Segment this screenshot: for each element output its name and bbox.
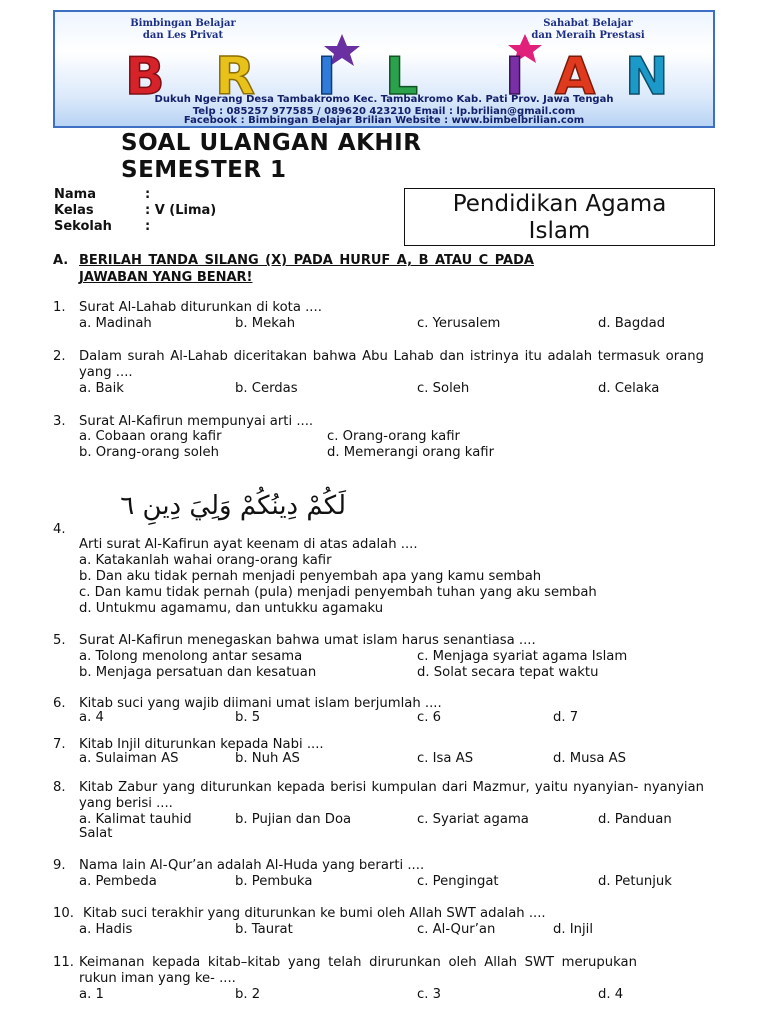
option-d[interactable]: d. Bagdad: [598, 316, 666, 331]
option-d[interactable]: d. Musa AS: [553, 751, 627, 766]
question-text: Keimanan kepada kitab–kitab yang telah dirurunkan oleh Allah SWT merupukan rukun iman yang ke- ....: [79, 955, 637, 986]
header-banner: [53, 10, 715, 128]
option-a[interactable]: a. Baik: [79, 381, 124, 396]
option-c[interactable]: c. Yerusalem: [417, 316, 501, 331]
banner-contact: Telp : 085257 977585 / 089620 423210 Email : lp.brilian@gmail.com: [192, 106, 576, 117]
option-a[interactable]: a. Sulaiman AS: [79, 751, 179, 766]
question-text: Dalam surah Al-Lahab diceritakan bahwa Abu Lahab dan istrinya itu adalah termasuk orang yang ....: [79, 349, 704, 380]
option-c[interactable]: c. Soleh: [417, 381, 470, 396]
option-a[interactable]: a. Pembeda: [79, 874, 157, 889]
question-text: Nama lain Al-Qur’an adalah Al-Huda yang berarti ....: [79, 858, 425, 873]
option-c[interactable]: c. Orang-orang kafir: [327, 429, 460, 444]
question-text: Kitab Zabur yang diturunkan kepada berisi kumpulan dari Mazmur, yaitu nyanyian- nyanyian yang berisi ....: [79, 780, 704, 811]
question-number: 1.: [53, 300, 66, 315]
banner-address: Dukuh Ngerang Desa Tambakromo Kec. Tambakromo Kab. Pati Prov. Jawa Tengah: [154, 94, 614, 105]
sekolah-label: Sekolah: [54, 219, 112, 234]
question-text: Kitab suci yang wajib diimani umat islam berjumlah ....: [79, 696, 442, 711]
option-a[interactable]: a. Cobaan orang kafir: [79, 429, 222, 444]
arabic-verse-text: لَكُمْ دِينُكُمْ وَلِيَ دِينِ ٦: [120, 491, 346, 521]
question-text: Kitab Injil diturunkan kepada Nabi ....: [79, 737, 324, 752]
option-d[interactable]: d. Petunjuk: [598, 874, 672, 889]
subject-line-2: Islam: [528, 218, 591, 244]
option-d[interactable]: d. Memerangi orang kafir: [327, 445, 495, 460]
option-d[interactable]: d. 7: [553, 710, 579, 725]
kelas-value: : V (Lima): [145, 203, 217, 218]
question-number: 7.: [53, 737, 66, 752]
option-d-continued: Salat: [79, 826, 113, 841]
option-c[interactable]: c. Isa AS: [417, 751, 474, 766]
option-c[interactable]: c. Dan kamu tidak pernah (pula) menjadi penyembah tuhan yang aku sembah: [79, 585, 597, 600]
title-line-2: SEMESTER 1: [121, 157, 287, 183]
instruction-prefix: A.: [53, 253, 69, 268]
banner-left-tagline: Bimbingan Belajar dan Les Privat: [130, 18, 236, 41]
banner-social: Facebook : Bimbingan Belajar Brilian Website : www.bimbelbrilian.com: [183, 115, 585, 126]
question-number: 6.: [53, 696, 66, 711]
option-d[interactable]: d. 4: [598, 987, 624, 1002]
kelas-label: Kelas: [54, 203, 94, 218]
option-b[interactable]: b. 5: [235, 710, 261, 725]
question-text: Surat Al-Lahab diturunkan di kota ....: [79, 300, 322, 315]
logo-letter-i2: I: [505, 47, 525, 102]
option-a[interactable]: a. Hadis: [79, 922, 133, 937]
subject-line-1: Pendidikan Agama: [452, 191, 667, 217]
question-number: 4.: [53, 522, 66, 537]
title-line-1: SOAL ULANGAN AKHIR: [121, 130, 422, 156]
question-number: 11.: [53, 955, 74, 970]
option-a[interactable]: a. Tolong menolong antar sesama: [79, 649, 303, 664]
option-c[interactable]: c. 3: [417, 987, 442, 1002]
option-a[interactable]: a. Kalimat tauhid: [79, 812, 192, 827]
question-number: 2.: [53, 349, 66, 364]
instruction: [53, 252, 713, 286]
option-b[interactable]: b. Nuh AS: [235, 751, 300, 766]
logo-letter-n: N: [625, 47, 669, 102]
option-c[interactable]: c. Menjaga syariat agama Islam: [417, 649, 628, 664]
question-number: 10.: [53, 906, 74, 921]
question-number: 5.: [53, 633, 66, 648]
instruction-line-2: JAWABAN YANG BENAR!: [79, 270, 253, 285]
question-number: 9.: [53, 858, 66, 873]
option-b[interactable]: b. Orang-orang soleh: [79, 445, 219, 460]
question-number: 8.: [53, 780, 66, 795]
option-b[interactable]: b. Dan aku tidak pernah menjadi penyembah apa yang kamu sembah: [79, 569, 542, 584]
logo-letter-b: B: [125, 47, 165, 102]
option-c[interactable]: c. Syariat agama: [417, 812, 529, 827]
subject-box: [404, 188, 715, 246]
question-number: 3.: [53, 414, 66, 429]
logo-letter-l: L: [385, 47, 419, 102]
option-d[interactable]: d. Untukmu agamamu, dan untukku agamaku: [79, 601, 384, 616]
question-text: Surat Al-Kafirun mempunyai arti ....: [79, 414, 314, 429]
option-d[interactable]: d. Injil: [553, 922, 593, 937]
page-title: [121, 130, 561, 184]
question-text: Surat Al-Kafirun menegaskan bahwa umat islam harus senantiasa ....: [79, 633, 536, 648]
arabic-verse: [86, 486, 386, 530]
nama-value[interactable]: :: [145, 187, 151, 202]
option-d[interactable]: d. Solat secara tepat waktu: [417, 665, 599, 680]
option-b[interactable]: b. Pujian dan Doa: [235, 812, 352, 827]
option-a[interactable]: a. Katakanlah wahai orang-orang kafir: [79, 553, 332, 568]
question-text: Kitab suci terakhir yang diturunkan ke bumi oleh Allah SWT adalah ....: [83, 906, 546, 921]
option-b[interactable]: b. Pembuka: [235, 874, 313, 889]
instruction-line-1: BERILAH TANDA SILANG (X) PADA HURUF A, B ATAU C PADA: [79, 253, 534, 268]
brilian-logo: [95, 32, 685, 102]
option-b[interactable]: b. Taurat: [235, 922, 293, 937]
option-b[interactable]: b. Cerdas: [235, 381, 298, 396]
option-c[interactable]: c. Al-Qur’an: [417, 922, 496, 937]
option-d[interactable]: d. Panduan: [598, 812, 672, 827]
option-b[interactable]: b. Menjaga persatuan dan kesatuan: [79, 665, 317, 680]
option-a[interactable]: a. 1: [79, 987, 104, 1002]
option-c[interactable]: c. Pengingat: [417, 874, 499, 889]
question-text: Arti surat Al-Kafirun ayat keenam di atas adalah ....: [79, 537, 418, 552]
nama-label: Nama: [54, 187, 96, 202]
option-b[interactable]: b. Mekah: [235, 316, 296, 331]
sekolah-value[interactable]: :: [145, 219, 151, 234]
option-c[interactable]: c. 6: [417, 710, 442, 725]
option-d[interactable]: d. Celaka: [598, 381, 660, 396]
logo-letter-r: R: [215, 47, 256, 102]
option-a[interactable]: a. Madinah: [79, 316, 152, 331]
option-a[interactable]: a. 4: [79, 710, 104, 725]
logo-letter-a: A: [555, 47, 596, 102]
option-b[interactable]: b. 2: [235, 987, 261, 1002]
banner-right-tagline: Sahabat Belajar dan Meraih Prestasi: [531, 18, 645, 41]
logo-letter-i1: I: [317, 47, 337, 102]
